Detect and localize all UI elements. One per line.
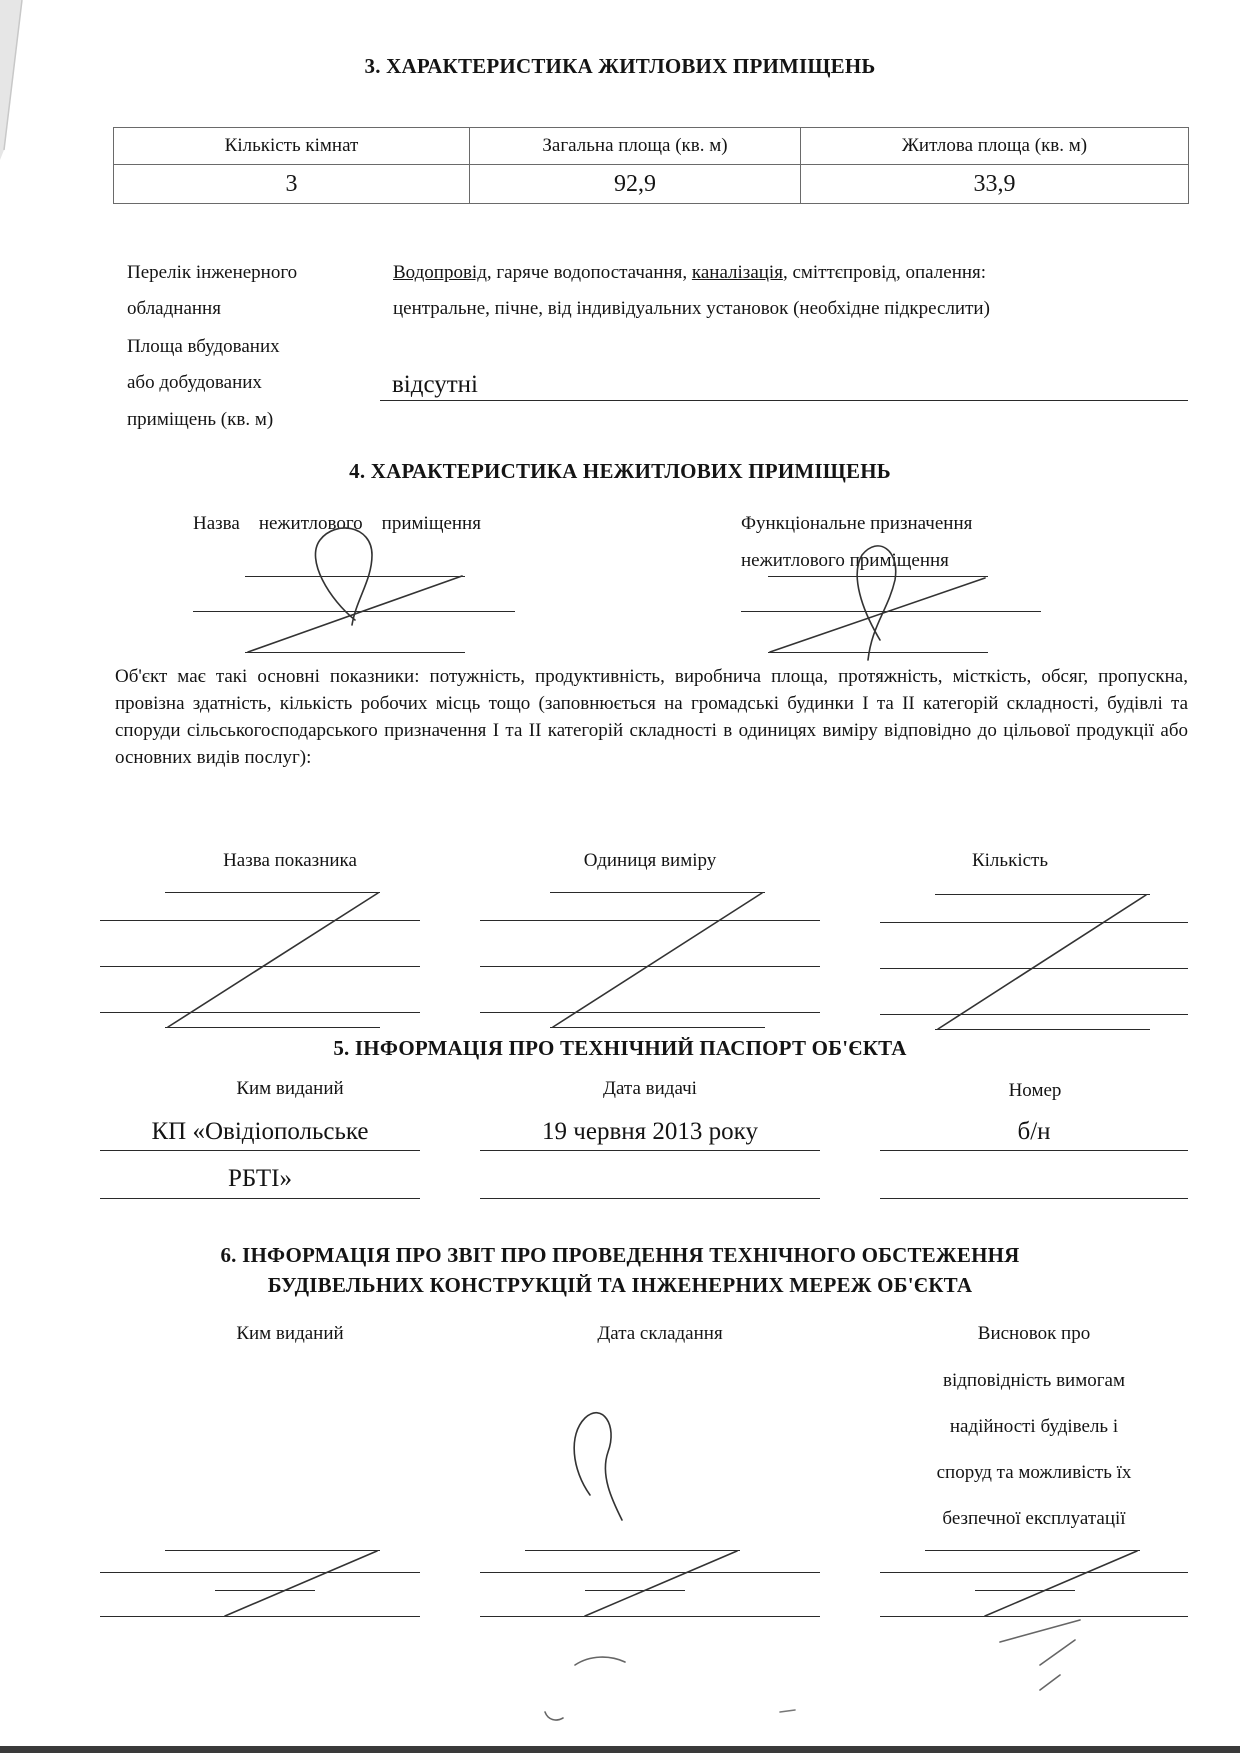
- underlined-water-supply: Водопровід: [393, 262, 487, 283]
- passport-number-value: б/н: [1017, 1118, 1051, 1145]
- z-strike-mark: [225, 1551, 377, 1616]
- nonresidential-name-label: Назва нежитлового приміщення: [193, 513, 481, 534]
- indicators-paragraph: Об'єкт має такі основні показники: потужність, продуктивність, виробнича площа, протяжність, місткість, обсяг, пропускна, провізна здатність, кількість робочих місць тощо (заповнюється на громадські будинки I та II категорій складності, будівлі та споруди сільськогосподарського призначення I та II категорій складності в одиницях виміру відповідно до цільової продукції або основних видів послуг):: [115, 666, 1188, 768]
- builtin-label-3: приміщень (кв. м): [127, 409, 274, 430]
- conclusion-line-1: Висновок про: [977, 1323, 1091, 1344]
- z-strike-mark: [770, 578, 985, 652]
- pen-question-mark: [574, 1413, 622, 1520]
- z-strike-mark: [938, 895, 1146, 1029]
- engineering-equipment-list: Водопровід, гаряче водопостачання, каналізація, сміттєпровід, опалення: центральне, пічне, від індивідуальних установок (необхідне підкреслити): [393, 262, 990, 319]
- passport-issue-date-label: Дата видачі: [603, 1078, 697, 1099]
- report-compiled-date-label: Дата складання: [597, 1323, 723, 1344]
- engineering-label-2: обладнання: [127, 298, 221, 319]
- z-strike-mark: [985, 1551, 1137, 1616]
- builtin-label-1: Площа вбудованих: [127, 336, 280, 357]
- z-strike-mark: [553, 893, 762, 1027]
- function-label-2: нежитлового приміщення: [741, 550, 949, 571]
- conclusion-line-2: відповідність вимогам: [942, 1370, 1125, 1391]
- passport-issued-by-value-1: КП «Овідіопольське: [151, 1118, 369, 1145]
- function-label-1: Функціональне призначення: [741, 513, 973, 534]
- builtin-label-2: або добудованих: [127, 372, 262, 393]
- pen-scribble: [1000, 1620, 1080, 1690]
- conclusion-line-5: безпечної експлуатації: [942, 1508, 1126, 1529]
- passport-issued-by-value-2: РБТІ»: [227, 1165, 293, 1192]
- indicator-name-label: Назва показника: [223, 850, 357, 871]
- builtin-area-value: відсутні: [392, 371, 478, 398]
- passport-issued-by-label: Ким виданий: [236, 1078, 344, 1099]
- pen-scribble: [545, 1712, 563, 1720]
- quantity-label: Кількість: [971, 850, 1048, 871]
- pen-scribble: [575, 1657, 625, 1665]
- value-total-area: 92,9: [470, 165, 801, 204]
- section-6-title-2: БУДІВЕЛЬНИХ КОНСТРУКЦІЙ ТА ІНЖЕНЕРНИХ МЕРЕЖ ОБ'ЄКТА: [267, 1273, 973, 1297]
- passport-issue-date-value: 19 червня 2013 року: [542, 1118, 758, 1145]
- pen-scribble: [780, 1710, 795, 1712]
- section-4-title: 4. ХАРАКТЕРИСТИКА НЕЖИТЛОВИХ ПРИМІЩЕНЬ: [349, 459, 891, 483]
- passport-number-label: Номер: [1008, 1080, 1062, 1101]
- header-living-area: Житлова площа (кв. м): [801, 128, 1189, 165]
- value-rooms-count: 3: [114, 165, 470, 204]
- underlined-sewerage: каналізація: [691, 262, 783, 283]
- report-issued-by-label: Ким виданий: [236, 1323, 344, 1344]
- header-rooms-count: Кількість кімнат: [114, 128, 470, 165]
- z-strike-mark: [168, 893, 378, 1027]
- engineering-options: центральне, пічне, від індивідуальних установок (необхідне підкреслити): [393, 298, 990, 319]
- engineering-label-1: Перелік інженерного: [127, 262, 298, 283]
- section-3-title: 3. ХАРАКТЕРИСТИКА ЖИТЛОВИХ ПРИМІЩЕНЬ: [364, 54, 876, 78]
- unit-label: Одиниця виміру: [583, 850, 717, 871]
- conclusion-line-3: надійності будівель і: [949, 1416, 1119, 1437]
- section-5-title: 5. ІНФОРМАЦІЯ ПРО ТЕХНІЧНИЙ ПАСПОРТ ОБ'ЄКТА: [333, 1036, 907, 1060]
- pen-question-mark: [857, 546, 896, 660]
- section-6-title-1: 6. ІНФОРМАЦІЯ ПРО ЗВІТ ПРО ПРОВЕДЕННЯ ТЕХНІЧНОГО ОБСТЕЖЕННЯ: [220, 1243, 1020, 1267]
- value-living-area: 33,9: [801, 165, 1189, 204]
- conclusion-line-4: споруд та можливість їх: [936, 1462, 1132, 1483]
- z-strike-mark: [585, 1551, 737, 1616]
- header-total-area: Загальна площа (кв. м): [470, 128, 801, 165]
